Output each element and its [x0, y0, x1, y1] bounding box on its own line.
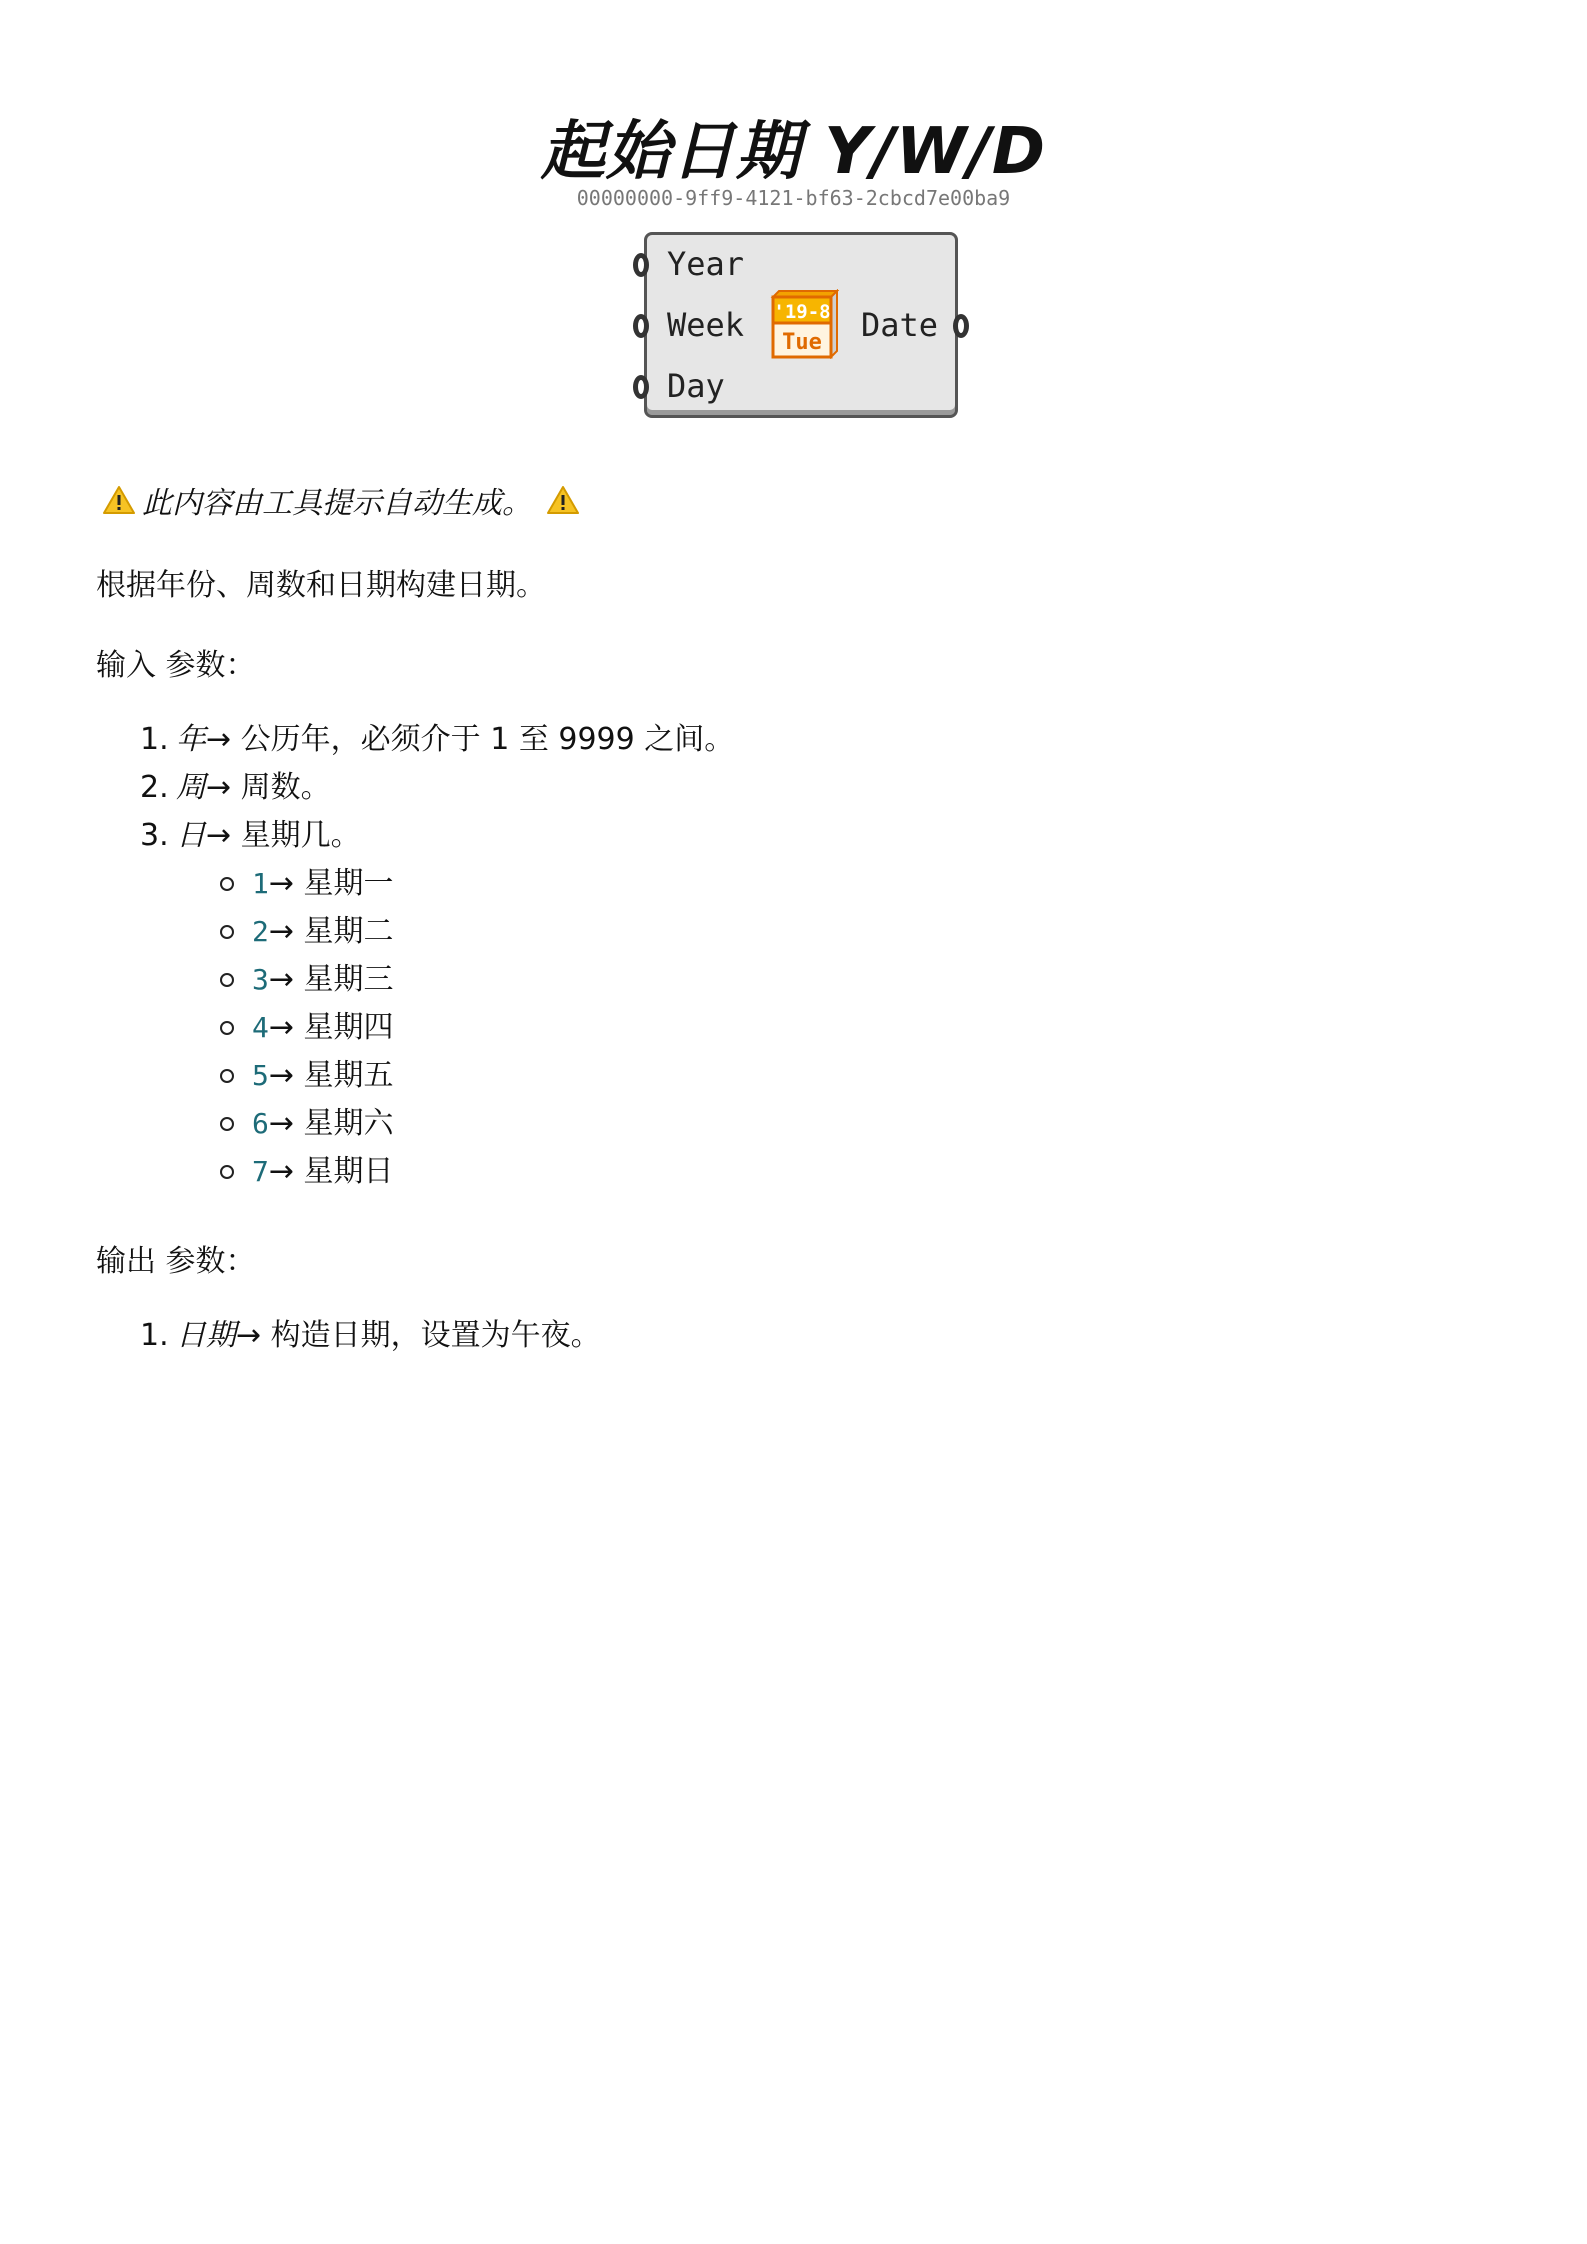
- param-desc: → 星期几。: [206, 818, 361, 853]
- list-item: [96, 1052, 394, 1100]
- list-number: 3.: [140, 818, 169, 853]
- day-code: 2: [252, 915, 269, 948]
- warning-icon: [546, 485, 580, 515]
- calendar-icon-top-text: '19-8: [773, 301, 831, 323]
- list-item: [96, 860, 394, 908]
- day-desc: → 星期一: [268, 866, 394, 901]
- day-desc: → 星期四: [268, 1010, 394, 1045]
- day-code: 1: [252, 867, 269, 900]
- input-label-day: Day: [667, 367, 725, 405]
- calendar-icon: [769, 289, 839, 359]
- list-number: 2.: [140, 770, 169, 805]
- page-title: 起始日期 Y/W/D: [540, 115, 1047, 189]
- day-desc: → 星期五: [268, 1058, 394, 1093]
- day-code: 7: [252, 1155, 269, 1188]
- day-desc: → 星期二: [268, 914, 394, 949]
- bullet-icon: [220, 973, 234, 987]
- output-label-date: Date: [861, 306, 939, 344]
- list-item: [96, 1148, 394, 1196]
- list-number: 1.: [140, 1318, 169, 1353]
- list-item: [96, 812, 734, 860]
- day-code: 3: [252, 963, 269, 996]
- warning-icon: [102, 485, 136, 515]
- bullet-icon: [220, 877, 234, 891]
- param-desc: → 公历年，必须介于 1 至 9999 之间。: [206, 722, 735, 757]
- list-item: [96, 764, 734, 812]
- input-grip-week[interactable]: [633, 314, 649, 338]
- bullet-icon: [220, 1117, 234, 1131]
- param-term: 日期: [176, 1318, 236, 1353]
- list-item: [96, 1004, 394, 1052]
- calendar-icon-bottom-text: Tue: [782, 330, 822, 355]
- autogen-warning: [96, 478, 586, 522]
- param-term: 周: [176, 770, 206, 805]
- day-values-list: [96, 860, 394, 1196]
- list-item: [96, 716, 734, 764]
- day-code: 4: [252, 1011, 269, 1044]
- output-params-list: [96, 1312, 601, 1360]
- input-grip-year[interactable]: [633, 253, 649, 277]
- day-code: 6: [252, 1107, 269, 1140]
- list-item: [96, 908, 394, 956]
- day-desc: → 星期日: [268, 1154, 394, 1189]
- input-params-list: [96, 716, 734, 860]
- input-label-week: Week: [667, 306, 745, 344]
- warning-text: 此内容由工具提示自动生成。: [142, 486, 532, 521]
- bullet-icon: [220, 1069, 234, 1083]
- list-item: [96, 1312, 601, 1360]
- bullet-icon: [220, 925, 234, 939]
- bullet-icon: [220, 1165, 234, 1179]
- param-desc: → 周数。: [206, 770, 331, 805]
- list-item: [96, 1100, 394, 1148]
- component-guid: 00000000-9ff9-4121-bf63-2cbcd7e00ba9: [576, 186, 1011, 210]
- inputs-heading: 输入 参数：: [96, 648, 256, 683]
- list-number: 1.: [140, 722, 169, 757]
- input-label-year: Year: [667, 245, 745, 283]
- param-term: 年: [176, 722, 206, 757]
- input-grip-day[interactable]: [633, 375, 649, 399]
- bullet-icon: [220, 1021, 234, 1035]
- day-code: 5: [252, 1059, 269, 1092]
- list-item: [96, 956, 394, 1004]
- param-term: 日: [176, 818, 206, 853]
- day-desc: → 星期三: [268, 962, 394, 997]
- description: 根据年份、周数和日期构建日期。: [96, 568, 546, 603]
- output-grip-date[interactable]: [953, 314, 969, 338]
- outputs-heading: 输出 参数：: [96, 1244, 256, 1279]
- param-desc: → 构造日期，设置为午夜。: [236, 1318, 601, 1353]
- day-desc: → 星期六: [268, 1106, 394, 1141]
- component-node[interactable]: [644, 232, 958, 418]
